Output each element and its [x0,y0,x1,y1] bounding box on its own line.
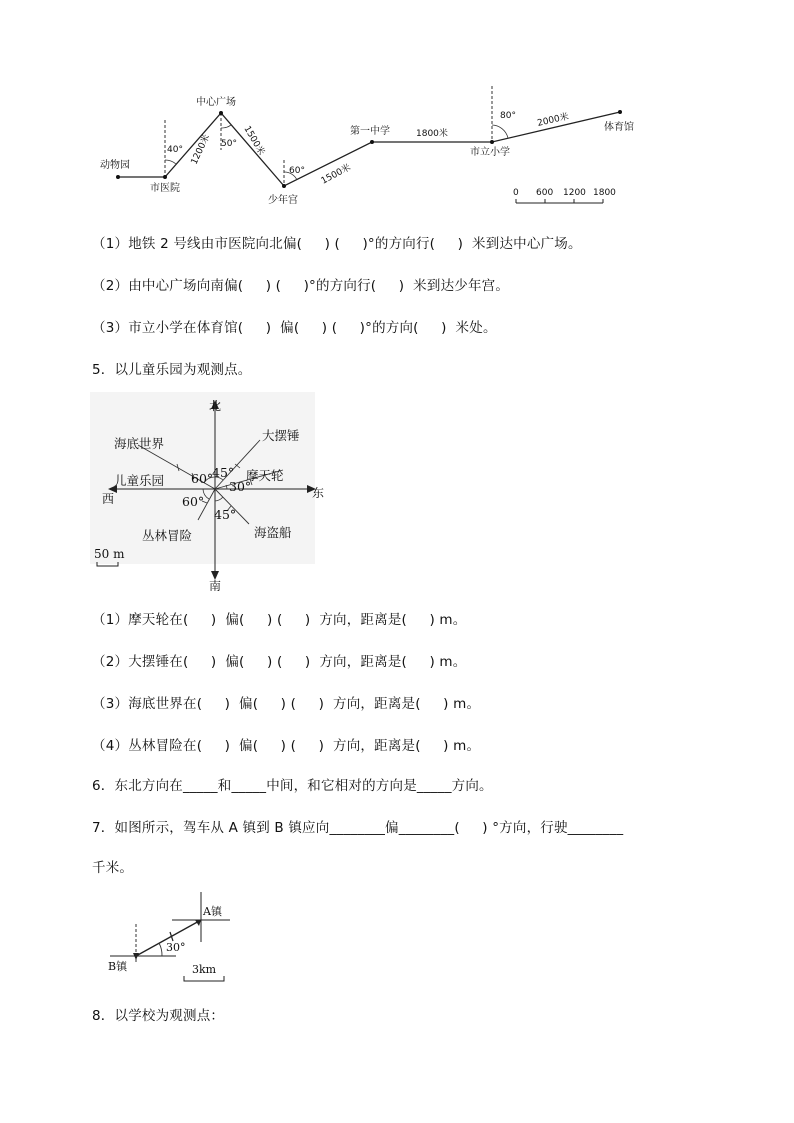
scale-1200: 1200 [563,188,586,198]
place-youth: 少年宫 [268,195,298,206]
q7-line2: 千米。 [92,860,134,876]
scale-50m: 50 m [94,547,125,561]
q8-text: 8．以学校为观测点： [92,1008,225,1024]
dist-1500a: 1500米 [241,124,267,158]
angle-45-se: 45° [214,507,237,522]
angle-40: 40° [167,145,183,155]
dir-south: 南 [209,579,222,593]
q5-part1: （1）摩天轮在( ) 偏( ) ( ) 方向，距离是( ) m。 [92,612,467,628]
dir-west: 西 [102,492,115,506]
place-school1: 第一中学 [350,126,390,137]
q5-part3: （3）海底世界在( ) 偏( ) ( ) 方向，距离是( ) m。 [92,696,481,712]
dir-north: 北 [209,399,222,413]
place-zoo: 动物园 [100,160,130,171]
town-direction-map [100,890,260,990]
q5-title: 5．以儿童乐园为观测点。 [92,362,252,378]
town-a-label: A镇 [203,905,222,918]
place-center: 中心广场 [196,97,236,108]
angle-45-ne: 45° [212,465,235,480]
place-ocean-world: 海底世界 [114,436,165,451]
scale-600: 600 [536,188,554,198]
angle-60-nw: 60° [191,471,214,486]
scale-3km: 3km [192,963,217,976]
q4-part3: （3）市立小学在体育馆( ) 偏( ) ( )°的方向( ) 米处。 [92,320,497,336]
place-primary: 市立小学 [470,147,510,158]
q6-text: 6．东北方向在_____和_____中间，和它相对的方向是_____方向。 [92,778,493,794]
place-jungle: 丛林冒险 [142,528,193,543]
route-map [0,0,794,220]
q5-part2: （2）大摆锤在( ) 偏( ) ( ) 方向，距离是( ) m。 [92,654,467,670]
angle-50: 50° [221,139,237,149]
angle-30-e: 30° [229,479,252,494]
q5-part4: （4）丛林冒险在( ) 偏( ) ( ) 方向，距离是( ) m。 [92,738,481,754]
scale-0: 0 [513,188,519,198]
q4-part2: （2）由中心广场向南偏( ) ( )°的方向行( ) 米到达少年宫。 [92,278,510,294]
dir-east: 东 [312,486,325,500]
place-hospital: 市医院 [150,183,180,194]
place-pendulum: 大摆锤 [262,428,300,443]
dist-1800: 1800米 [416,129,448,139]
scale-1800: 1800 [593,188,616,198]
q4-part1: （1）地铁 2 号线由市医院向北偏( ) ( )°的方向行( ) 米到达中心广场。 [92,236,582,252]
place-children-park: 儿童乐园 [114,473,165,488]
dist-1500b: 1500米 [319,162,353,187]
dist-2000: 2000米 [536,112,570,129]
angle-60: 60° [289,166,305,176]
angle-80: 80° [500,111,516,121]
dist-1200: 1200米 [189,133,213,167]
town-b-label: B镇 [108,960,128,973]
angle-60-sw: 60° [182,494,205,509]
angle-30-label: 30° [166,941,186,954]
amusement-park-map [90,392,325,593]
place-gym: 体育馆 [604,122,634,133]
q7-line1: 7．如图所示，驾车从 A 镇到 B 镇应向________偏________( ) °方向，行驶________ [92,820,624,836]
place-ferris-wheel: 摩天轮 [246,468,284,483]
place-pirate-ship: 海盗船 [254,525,292,540]
